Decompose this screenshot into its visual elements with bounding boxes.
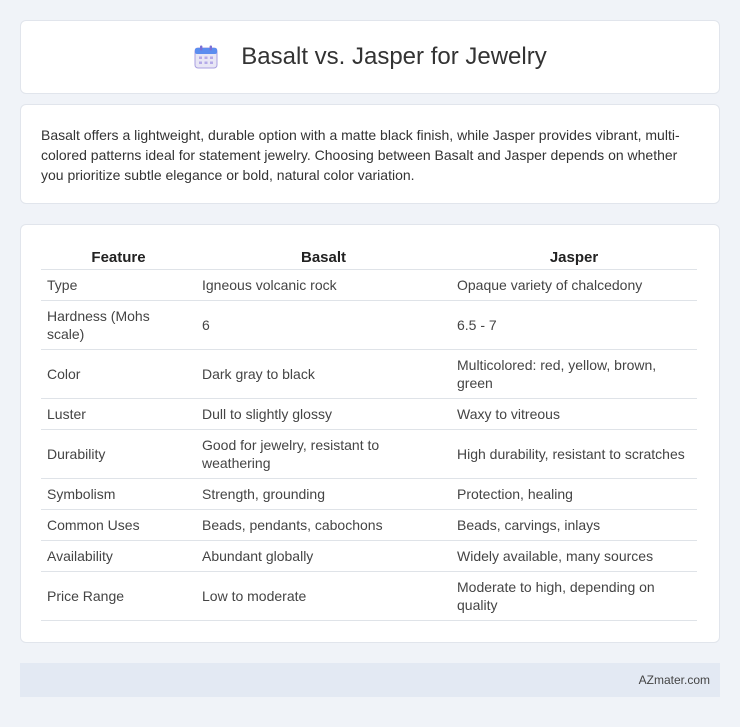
header-basalt: Basalt <box>196 247 451 269</box>
table-row <box>41 300 697 349</box>
feature-cell: Availability <box>41 540 196 571</box>
basalt-cell: Igneous volcanic rock <box>196 269 451 300</box>
feature-cell: Common Uses <box>41 509 196 540</box>
table-row <box>41 509 697 540</box>
feature-cell: Hardness (Mohs scale) <box>41 300 196 349</box>
feature-cell: Durability <box>41 429 196 478</box>
jasper-cell: Protection, healing <box>451 478 697 509</box>
intro-text: Basalt offers a lightweight, durable option with a matte black finish, while Jasper provides vibrant, multi-colored patterns ideal for statement jewelry. Choosing between Basalt and Jasper depends on whether you prioritize subtle elegance or bold, natural color variation. <box>41 127 680 183</box>
jasper-cell: 6.5 - 7 <box>451 300 697 349</box>
table-row <box>41 429 697 478</box>
basalt-cell: Dull to slightly glossy <box>196 398 451 429</box>
basalt-cell: Strength, grounding <box>196 478 451 509</box>
comparison-card <box>20 224 720 643</box>
feature-cell: Color <box>41 349 196 398</box>
jasper-cell: Moderate to high, depending on quality <box>451 571 697 620</box>
basalt-cell: Good for jewelry, resistant to weathering <box>196 429 451 478</box>
basalt-cell: Abundant globally <box>196 540 451 571</box>
header-feature: Feature <box>41 247 196 269</box>
feature-cell: Type <box>41 269 196 300</box>
jasper-cell: High durability, resistant to scratches <box>451 429 697 478</box>
feature-cell: Price Range <box>41 571 196 620</box>
jasper-cell: Beads, carvings, inlays <box>451 509 697 540</box>
comparison-table <box>41 247 697 621</box>
feature-cell: Symbolism <box>41 478 196 509</box>
intro-card <box>20 104 720 204</box>
feature-cell: Luster <box>41 398 196 429</box>
basalt-cell: Dark gray to black <box>196 349 451 398</box>
table-row <box>41 398 697 429</box>
jasper-cell: Waxy to vitreous <box>451 398 697 429</box>
footer-bar <box>20 663 720 697</box>
page-title: Basalt vs. Jasper for Jewelry <box>241 43 547 70</box>
table-row <box>41 571 697 620</box>
basalt-cell: 6 <box>196 300 451 349</box>
header-card <box>20 20 720 94</box>
table-row <box>41 349 697 398</box>
jasper-cell: Multicolored: red, yellow, brown, green <box>451 349 697 398</box>
table-row <box>41 478 697 509</box>
table-row <box>41 269 697 300</box>
calendar-icon <box>193 44 219 70</box>
table-row <box>41 540 697 571</box>
basalt-cell: Beads, pendants, cabochons <box>196 509 451 540</box>
basalt-cell: Low to moderate <box>196 571 451 620</box>
jasper-cell: Opaque variety of chalcedony <box>451 269 697 300</box>
header-jasper: Jasper <box>451 247 697 269</box>
table-header-row <box>41 247 697 269</box>
jasper-cell: Widely available, many sources <box>451 540 697 571</box>
footer-credit: AZmater.com <box>638 673 710 687</box>
